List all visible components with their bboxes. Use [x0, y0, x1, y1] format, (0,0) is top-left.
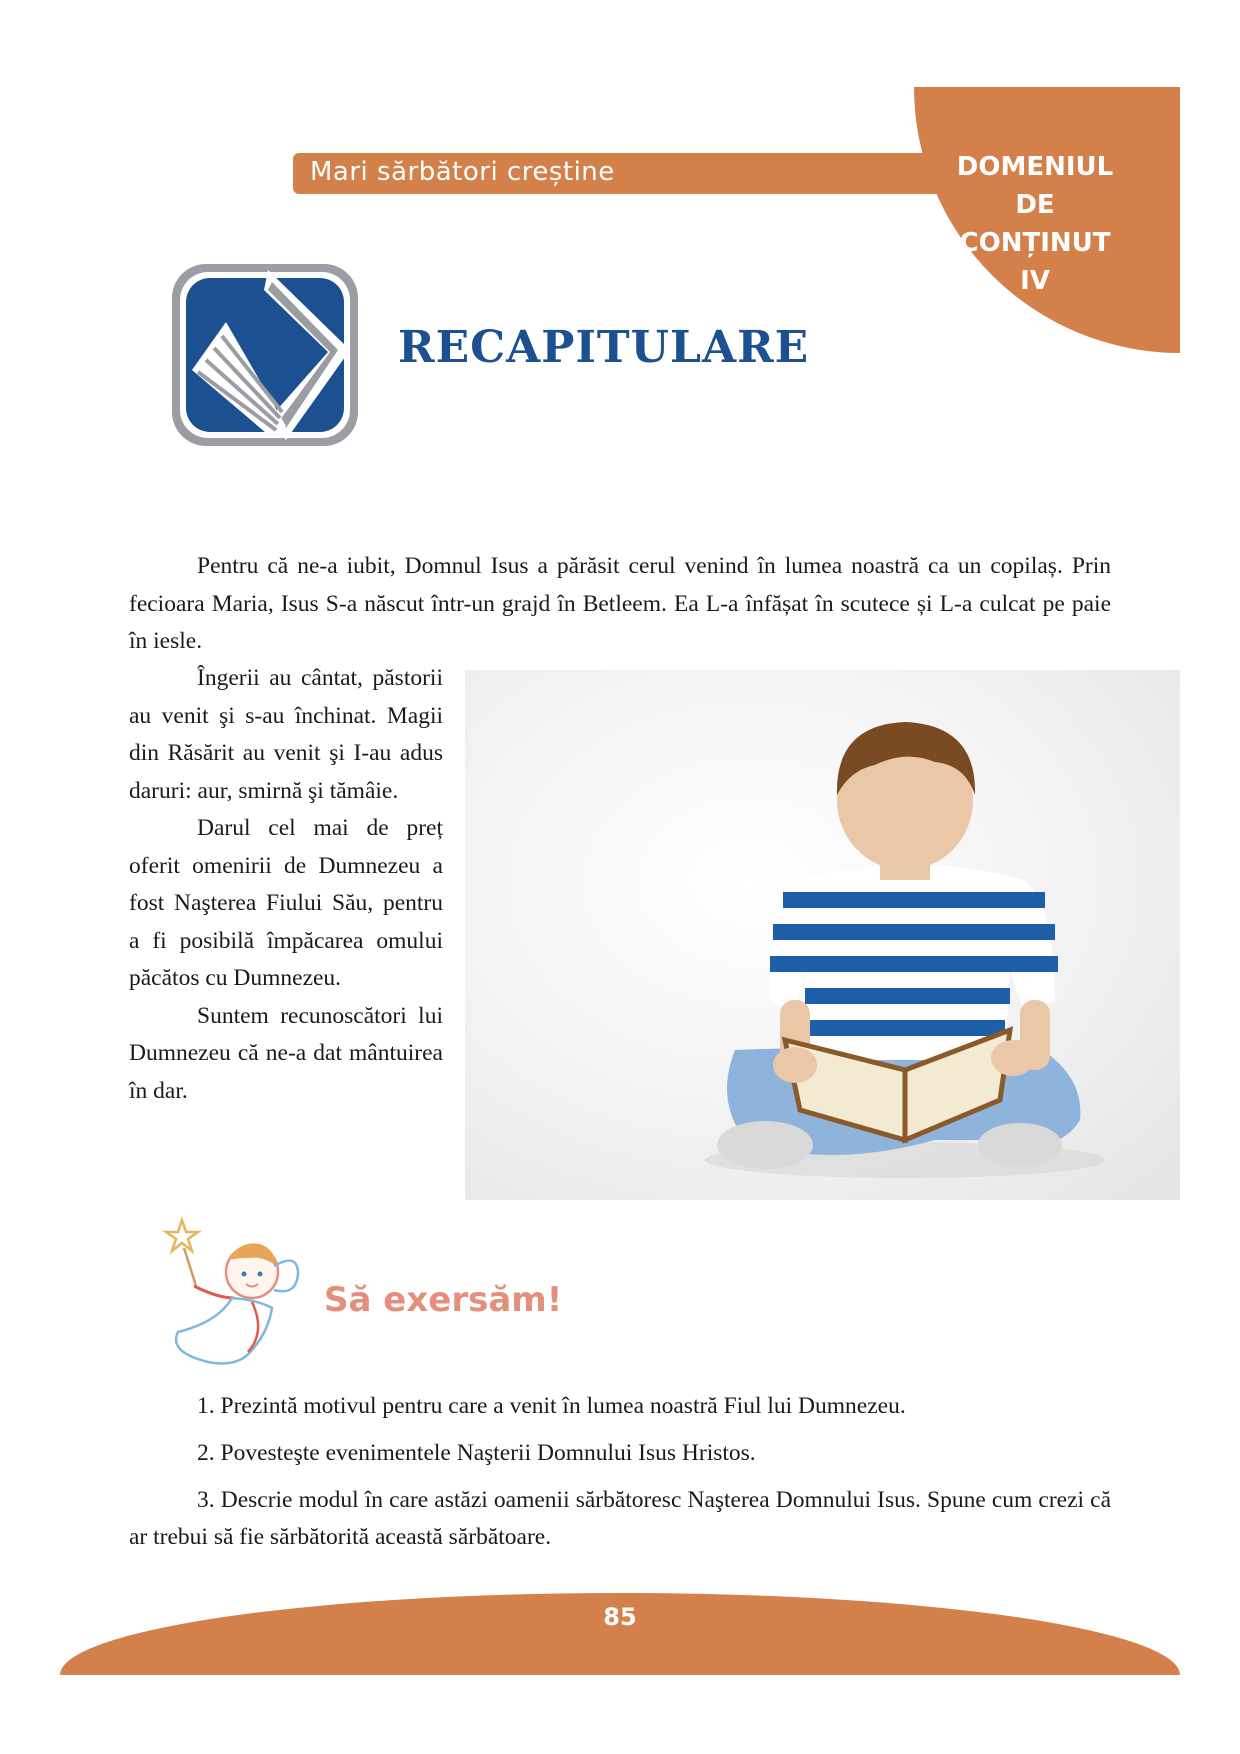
body-paragraph: Darul cel mai de preț oferit omenirii de Dumnezeu a fost Naşterea Fiului Său, pentru a fi posibilă împăcarea omului păcătos cu Dumnezeu. — [129, 815, 443, 991]
domain-badge-text — [945, 148, 1125, 300]
recap-book-icon — [168, 260, 362, 456]
chapter-title: Mari sărbători creștine — [310, 157, 615, 187]
exercise-item: 3. Descrie modul în care astăzi oamenii sărbătoresc Naşterea Domnului Isus. Spune cum crezi că ar trebui să fie sărbătorită această sărbătoare. — [129, 1487, 1111, 1550]
exercise-item: 1. Prezintă motivul pentru care a venit în lumea noastră Fiul lui Dumnezeu. — [197, 1393, 906, 1419]
exercise-list — [129, 1388, 1111, 1566]
domain-badge-line: CONȚINUT — [959, 228, 1111, 258]
page-number: 85 — [603, 1603, 637, 1631]
intro-text — [129, 548, 1111, 661]
exercise-title: Să exersăm! — [324, 1280, 563, 1320]
body-paragraph: Suntem recunoscători lui Dumnezeu că ne-a dat mântuirea în dar. — [129, 1002, 443, 1104]
domain-badge-line: IV — [1020, 266, 1050, 296]
exercise-item: 2. Povesteşte evenimentele Naşterii Domnului Isus Hristos. — [197, 1440, 756, 1466]
angel-illustration — [148, 1212, 308, 1382]
side-column-text — [129, 660, 443, 1110]
domain-badge-line: DOMENIUL — [956, 152, 1114, 182]
section-title: RECAPITULARE — [398, 322, 810, 373]
body-paragraph: Îngerii au cântat, păstorii au venit şi s-au închinat. Magii din Răsărit au venit şi I-au adus daruri: aur, smirnă şi tămâie. — [129, 665, 443, 804]
boy-reading-photo — [465, 670, 1180, 1200]
intro-paragraph: Pentru că ne-a iubit, Domnul Isus a părăsit cerul venind în lumea noastră ca un copilaș. Prin fecioara Maria, Isus S-a născut într-un grajd în Betleem. Ea L-a înfășat în scutece și L-a culcat pe paie în iesle. — [129, 553, 1111, 654]
domain-badge-line: DE — [1015, 190, 1055, 220]
